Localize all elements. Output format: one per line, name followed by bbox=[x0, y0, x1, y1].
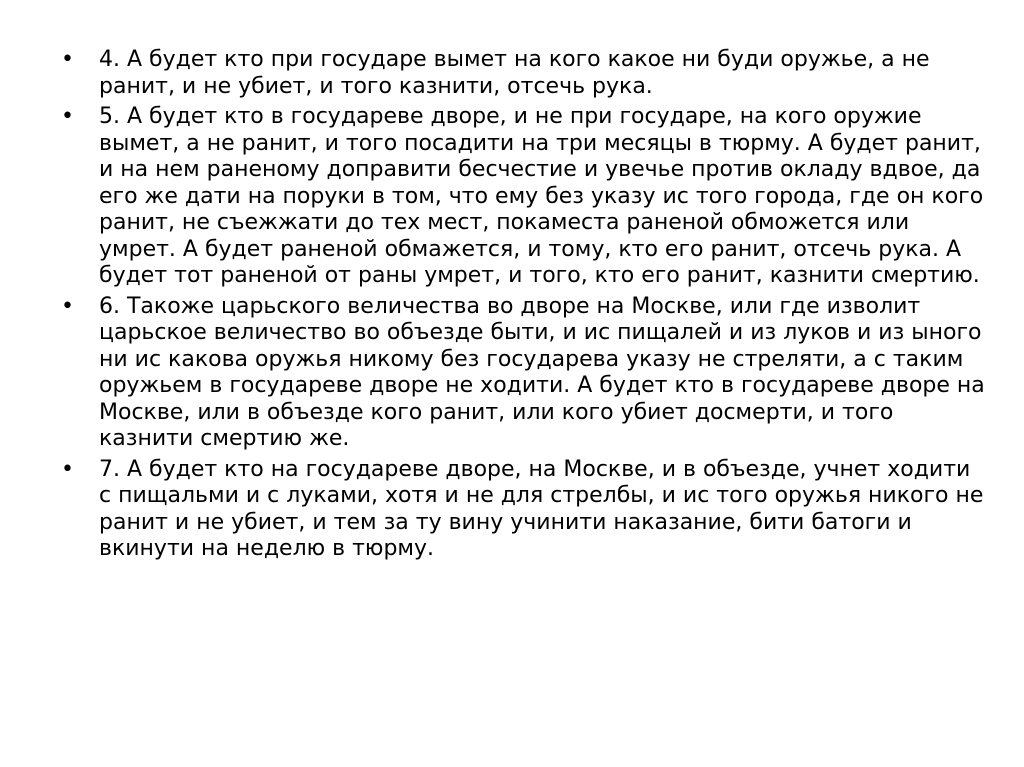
bullet-dot-icon: • bbox=[61, 456, 74, 482]
list-item-article-4 bbox=[55, 47, 985, 100]
list-item-article-7 bbox=[55, 457, 985, 563]
article-4-text: 4. А будет кто при государе вымет на кого какое ни буди оружье, а не ранит, и не убиет, и того казнити, отсечь рука. bbox=[99, 47, 930, 99]
article-5-text: 5. А будет кто в государеве дворе, и не при государе, на кого оружие вымет, а не ранит, и того посадити на три месяцы в тюрму. А будет ранит, и на нем раненому доправити бесчестие и увечье против окладу вдвое, да его же дати на поруки в том, что ему без указу ис того города, где он кого ранит, не съежжати до тех мест, покаместа раненой обможется или умрет. А будет раненой обмажется, и тому, кто его ранит, отсечь рука. А будет тот раненой от раны умрет, и того, кто его ранит, казнити смертию. bbox=[99, 104, 984, 288]
bullet-dot-icon: • bbox=[61, 293, 74, 319]
list-item-article-5 bbox=[55, 104, 985, 290]
article-7-text: 7. А будет кто на государеве дворе, на Москве, и в объезде, учнет ходити с пищальми и с луками, хотя и не для стрелбы, и ис того оружья никого не ранит и не убиет, и тем за ту вину учинити наказание, бити батоги и вкинути на неделю в тюрму. bbox=[99, 456, 984, 561]
article-6-text: 6. Такоже царьского величества во дворе на Москве, или где изволит царьское величество во объезде быти, и ис пищалей и из луков и из ыного ни ис какова оружья никому без государева указу не стреляти, а с таким оружьем в государеве дворе не ходити. А будет кто в государеве дворе на Москве, или в объезде кого ранит, или кого убиет досмерти, и того казнити смертию же. bbox=[99, 293, 985, 451]
list-item-article-6 bbox=[55, 294, 985, 453]
bullet-dot-icon: • bbox=[61, 47, 74, 72]
bullet-list bbox=[55, 47, 985, 567]
bullet-dot-icon: • bbox=[61, 104, 74, 129]
